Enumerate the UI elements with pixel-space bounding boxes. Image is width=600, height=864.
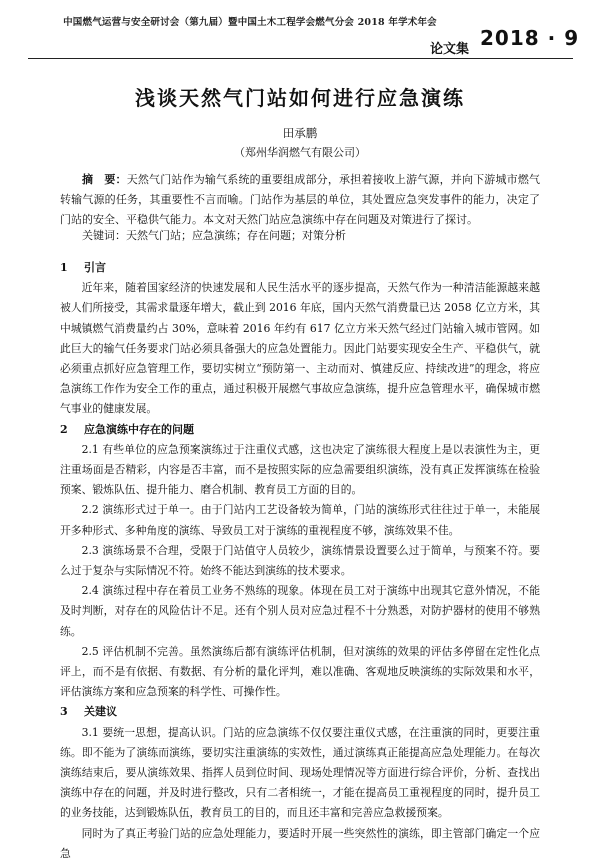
keywords-text: 天然气门站；应急演练；存在问题；对策分析 (126, 229, 346, 242)
author-name: 田承鹏 (282, 126, 318, 140)
section-heading-2 (60, 420, 540, 440)
section-title: 引言 (84, 261, 106, 274)
paragraph: 3.1 要统一思想，提高认识。门站的应急演练不仅仅要注重仪式感，在注重演的同时，更要注重练。即不能为了演练而演练，要切实注重演练的实效性，通过演练真正能提高应急处理能力。在每次演练结束后，要从演练效果、指挥人员到位时间、现场处理情况等方面进行综合评价，分析、查找出演练中存在的问题，并及时进行整改，只有二者相统一，才能在提高员工重视程度的同时，提升员工的业务技能，达到锻炼队伍，教育员工的目的，而且还丰富和完善应急救援预案。 (60, 725, 540, 820)
section-number: 3 (60, 705, 68, 719)
abstract-label: 摘 要： (82, 173, 127, 186)
section-number: 2 (60, 422, 68, 436)
article-body (60, 258, 540, 864)
paragraph: 2.2 演练形式过于单一。由于门站内工艺设备较为简单，门站的演练形式往往过于单一，未能展开多种形式、多种角度的演练、导致员工对于演练的重视程度不够，演练效果不佳。 (60, 503, 540, 537)
paragraph: 同时为了真正考验门站的应急处理能力，要适时开展一些突然性的演练，即主管部门确定一个应急 (60, 826, 540, 860)
issue-year: 2018 · 9 (480, 26, 580, 50)
abstract-text: 天然气门站作为输气系统的重要组成部分，承担着接收上游气源，并向下游城市燃气转输气源的任务，其重要性不言而喻。门站作为基层的单位，其处置应急突发事件的能力，决定了门站的安全、平稳供气能力。本文对天然门站应急演练中存在问题及对策进行了探讨。 (60, 173, 541, 226)
collection-label: 论文集 (430, 42, 470, 57)
section-number: 1 (60, 261, 68, 274)
running-head: 中国燃气运营与安全研讨会（第九届）暨中国土木工程学会燃气分会 2018 年学术年会 (63, 17, 437, 28)
paragraph: 2.4 演练过程中存在着员工业务不熟练的现象。体现在员工对于演练中出现其它意外情况，不能及时判断，对存在的风险估计不足。还有个别人员对应急过程不十分熟悉，对防护器材的使用不够熟练。 (60, 584, 540, 638)
author-affiliation: （郑州华润燃气有限公司） (234, 146, 366, 159)
section-heading-3 (60, 702, 540, 722)
paper-title: 浅谈天然气门站如何进行应急演练 (135, 86, 465, 110)
keywords (60, 226, 540, 246)
abstract (60, 170, 540, 230)
section-heading-1 (60, 258, 540, 278)
paragraph: 2.3 演练场景不合理，受限于门站值守人员较少，演练情景设置要么过于简单，与预案不符。要么过于复杂与实际情况不符。始终不能达到演练的技术要求。 (60, 543, 540, 578)
paragraph: 2.5 评估机制不完善。虽然演练后都有演练评估机制，但对演练的效果的评估多停留在定性化点评上，而不是有依据、有数据、有分析的量化评判，难以准确、客观地反映演练的实际效果和水平，评估演练方案和应急预案的科学性、可操作性。 (60, 644, 540, 699)
section-title: 关建议 (84, 705, 117, 719)
header-rule (28, 58, 573, 59)
section-title: 应急演练中存在的问题 (84, 422, 194, 436)
paragraph: 近年来，随着国家经济的快速发展和人民生活水平的逐步提高，天然气作为一种清洁能源越来越被人们所接受，其需求量逐年增大，截止到 2016 年底，国内天然气消费量已达 2058 亿立方米，其中城镇燃气消费量约占 30%，意味着 2016 年约有 617 亿立方米天然气经过门站输入城市管网。如此巨大的输气任务要求门站必须具备强大的应急处置能力。因此门站要实现安全生产、平稳供气，就必须重点抓好应急管理工作，要切实树立“预防第一、主动而对、慎建反应、持续改进”的理念，将应急演练工作作为安全工作的重点，通过积极开展燃气事故应急演练，提升应急管理水平，确保城市燃气事业的健康发展。 (60, 281, 540, 416)
keywords-label: 关键词： (82, 229, 126, 242)
paragraph: 2.1 有些单位的应急预案演练过于注重仪式感，这也决定了演练很大程度上是以表演性为主，更注重场面是否精彩，内容是否丰富，而不是按照实际的应急需要组织演练，没有真正发挥演练在检验预案、锻炼队伍、提升能力、磨合机制、教育员工方面的目的。 (60, 442, 540, 497)
